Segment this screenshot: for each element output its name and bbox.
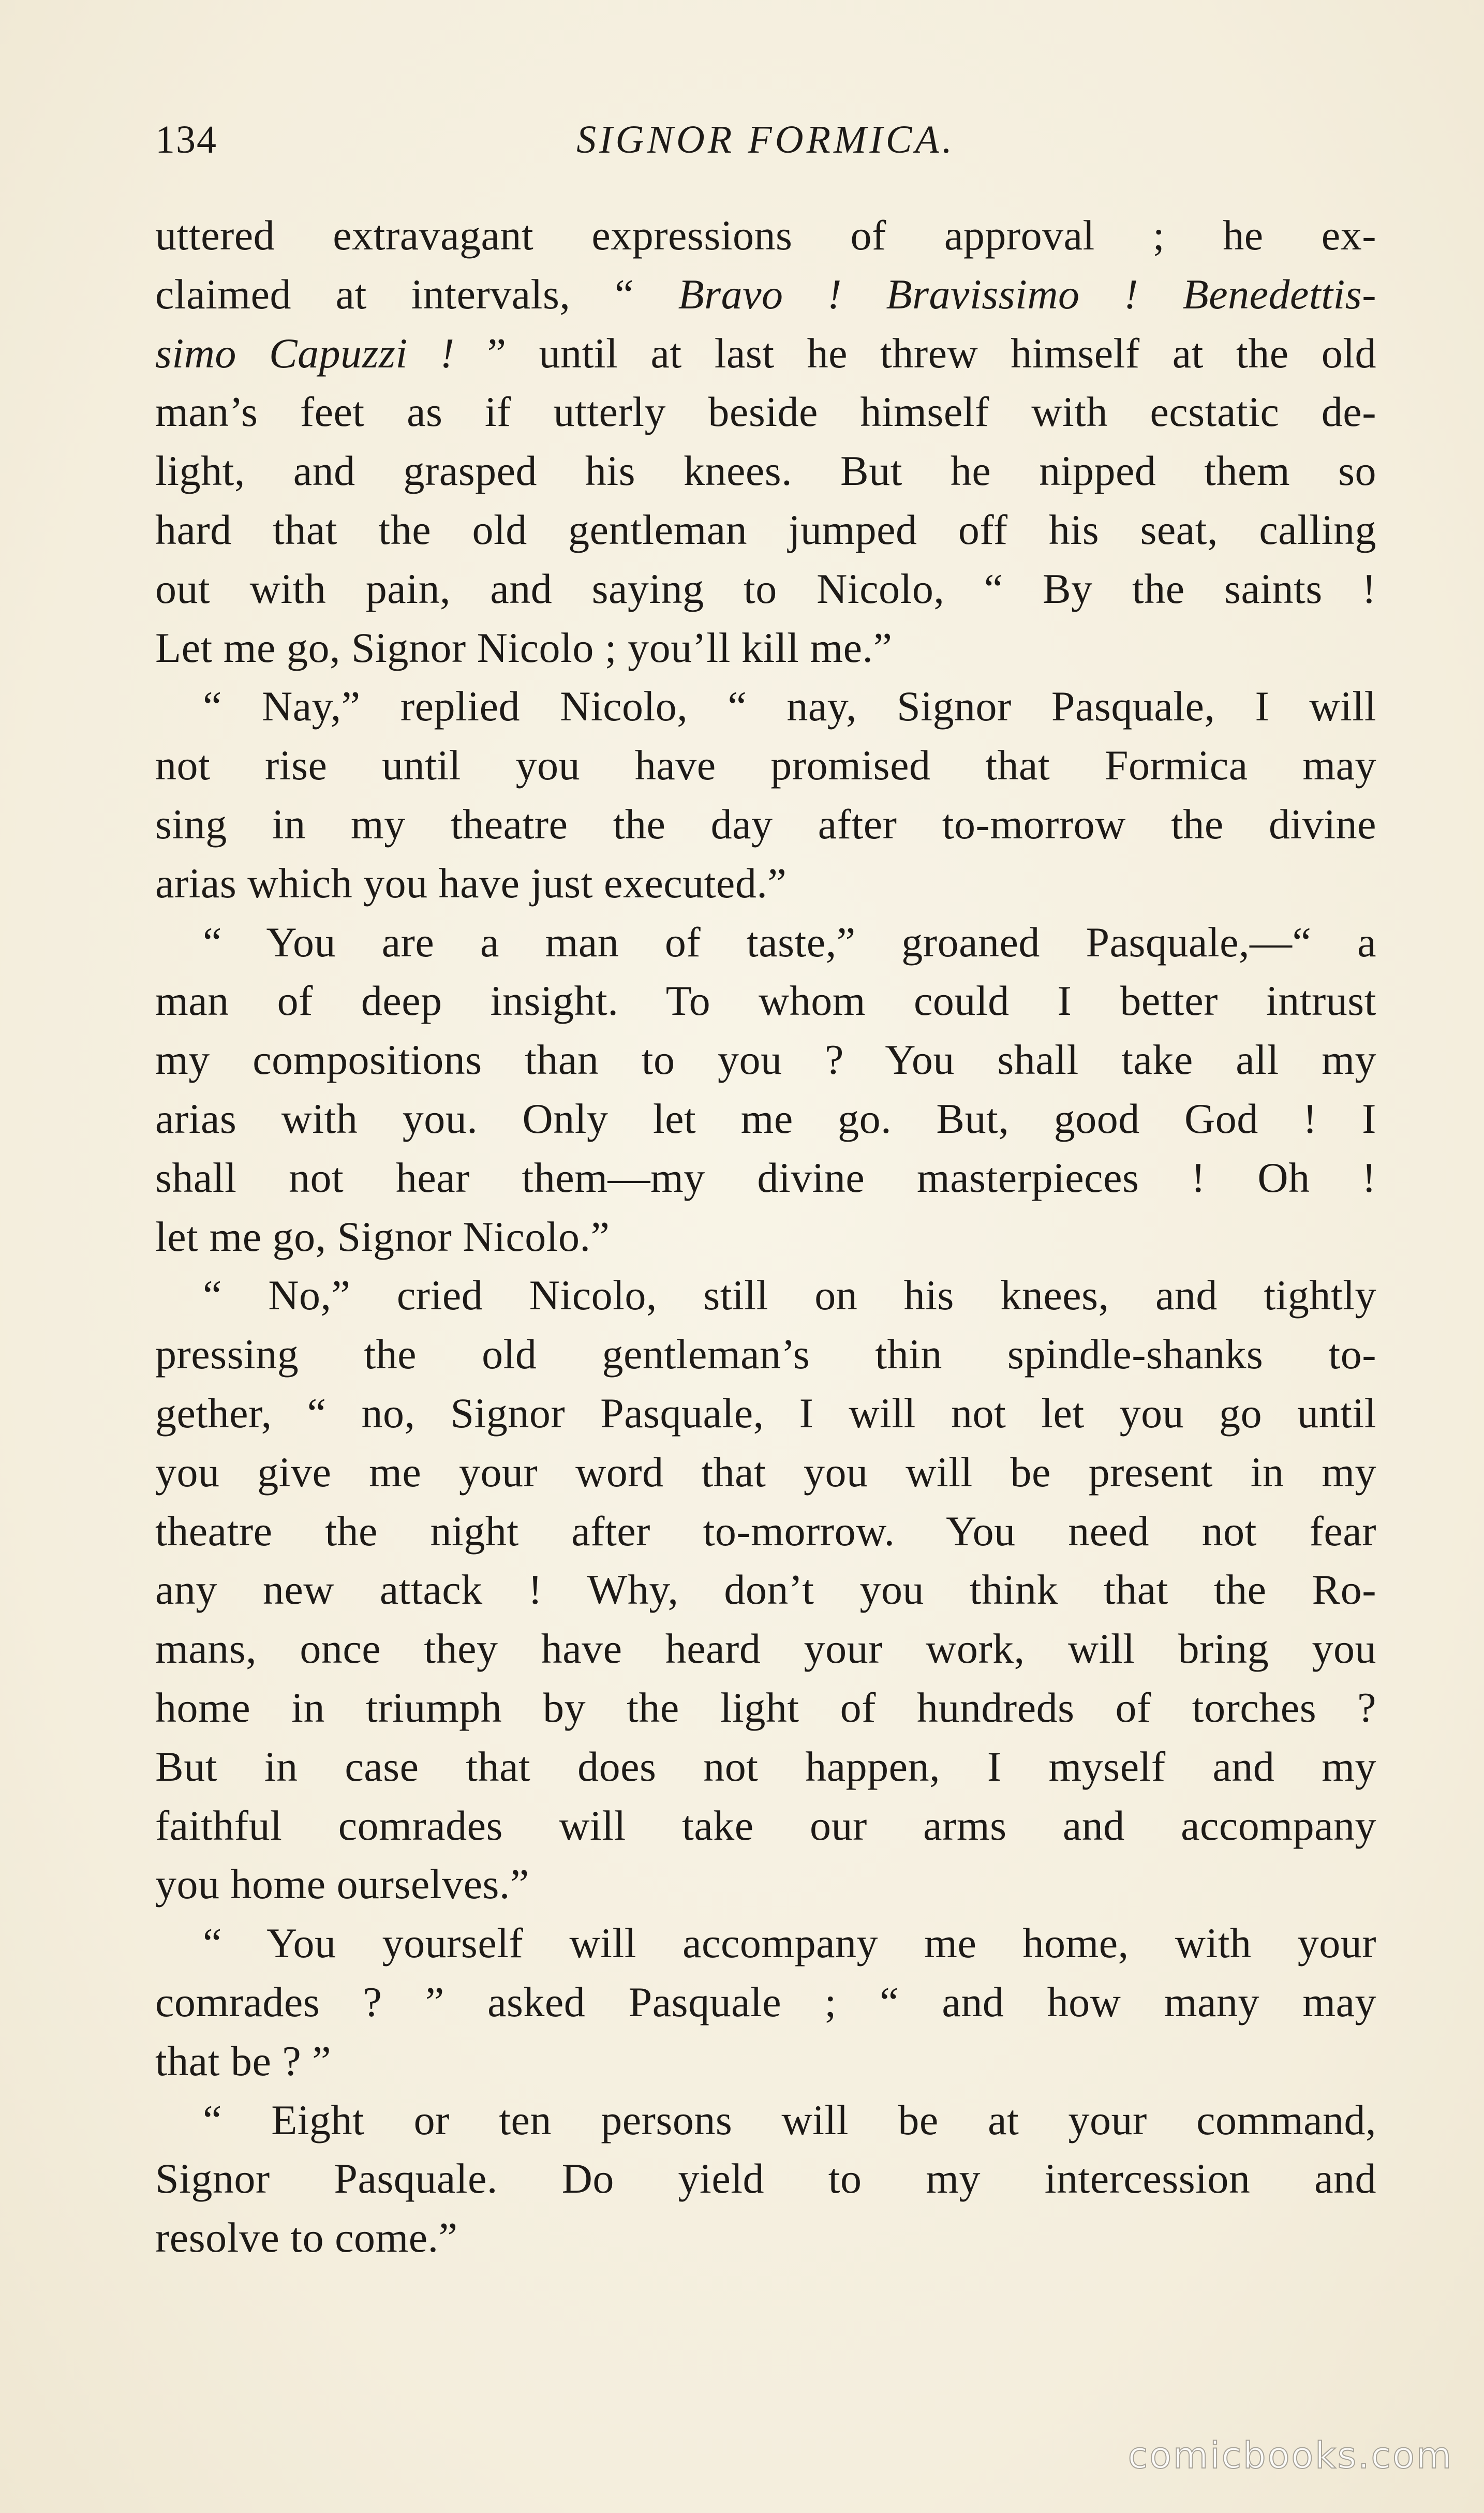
text-line: you give me your word that you will be present in my (155, 1448, 1376, 1496)
text-segment: ” until at last he threw himself at the old (454, 329, 1376, 377)
text-segment: claimed at intervals, “ (155, 270, 678, 318)
text-line: shall not hear them—my divine masterpieces ! Oh ! (155, 1154, 1376, 1201)
text-line: man’s feet as if utterly beside himself with ecstatic de- (155, 388, 1376, 436)
italic-segment: simo Capuzzi ! (155, 329, 455, 377)
text-line: “ Eight or ten persons will be at your command, (203, 2096, 1376, 2144)
text-line: arias with you. Only let me go. But, good God ! I (155, 1095, 1376, 1142)
running-head: SIGNOR FORMICA. (576, 118, 955, 161)
text-line: any new attack ! Why, don’t you think that the Ro- (155, 1566, 1376, 1614)
text-line: “ Nay,” replied Nicolo, “ nay, Signor Pasquale, I will (203, 683, 1376, 730)
italic-segment: Bravo ! Bravissimo ! Benedettis- (678, 270, 1376, 318)
text-line: But in case that does not happen, I myself and my (155, 1742, 1376, 1790)
text-line: light, and grasped his knees. But he nipped them so (155, 447, 1376, 495)
text-line: arias which you have just executed.” (155, 859, 787, 907)
text-line (155, 265, 1376, 324)
text-line (155, 324, 1376, 383)
text-line: theatre the night after to-morrow. You need not fear (155, 1507, 1376, 1555)
text-line: let me go, Signor Nicolo.” (155, 1213, 610, 1260)
text-line: that be ? ” (155, 2037, 332, 2085)
text-line: comrades ? ” asked Pasquale ; “ and how many may (155, 1978, 1376, 2026)
text-line: sing in my theatre the day after to-morrow the divine (155, 800, 1376, 848)
page-number: 134 (155, 118, 217, 161)
text-line: Let me go, Signor Nicolo ; you’ll kill me.” (155, 624, 893, 671)
page-header (155, 111, 1376, 168)
text-line: pressing the old gentleman’s thin spindle-shanks to- (155, 1331, 1376, 1378)
text-line: uttered extravagant expressions of approval ; he ex- (155, 212, 1376, 259)
text-line: you home ourselves.” (155, 1860, 529, 1908)
text-line: “ You yourself will accompany me home, with your (203, 1919, 1376, 1967)
text-line: Signor Pasquale. Do yield to my intercession and (155, 2155, 1376, 2202)
text-line: gether, “ no, Signor Pasquale, I will not let you go until (155, 1389, 1376, 1437)
text-line: resolve to come.” (155, 2214, 458, 2261)
text-line: “ No,” cried Nicolo, still on his knees, and tightly (203, 1272, 1376, 1319)
text-line: out with pain, and saying to Nicolo, “ By the saints ! (155, 565, 1376, 612)
text-line: hard that the old gentleman jumped off his seat, calling (155, 506, 1376, 553)
text-line: man of deep insight. To whom could I better intrust (155, 977, 1376, 1025)
text-line: home in triumph by the light of hundreds of torches ? (155, 1683, 1376, 1731)
text-line: faithful comrades will take our arms and accompany (155, 1801, 1376, 1849)
text-line: mans, once they have heard your work, will bring you (155, 1625, 1376, 1673)
text-line: “ You are a man of taste,” groaned Pasquale,—“ a (203, 918, 1376, 966)
watermark: comicbooks.com (1127, 2434, 1453, 2477)
text-line: not rise until you have promised that Formica may (155, 742, 1376, 789)
text-line: my compositions than to you ? You shall take all my (155, 1036, 1376, 1084)
body-text (155, 206, 1376, 2267)
